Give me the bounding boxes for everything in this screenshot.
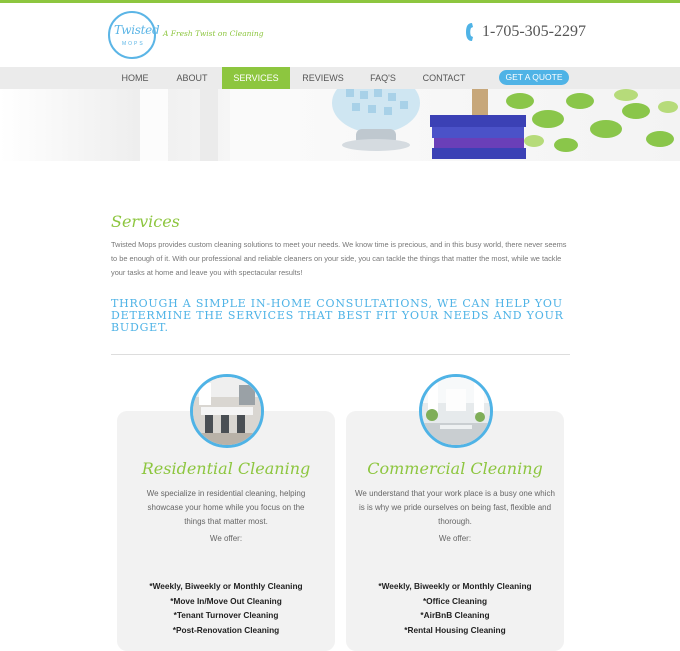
logo-text: Twisted — [114, 23, 160, 37]
nav-item-contact[interactable]: CONTACT — [422, 73, 466, 83]
nav-item-faqs[interactable]: FAQ'S — [370, 73, 396, 83]
logo-subtext: MOPS — [122, 41, 145, 47]
top-accent-bar — [0, 0, 680, 3]
hero-illustration — [0, 89, 680, 161]
list-item: *Office Cleaning — [422, 595, 488, 606]
card-description: We understand that your work place is a busy one which is is why we pride ourselves on being fast, flexible and thorough. — [355, 489, 555, 526]
card-title: Commercial Cleaning — [367, 459, 543, 478]
hero-banner — [0, 89, 680, 161]
list-item: *Move In/Move Out Cleaning — [170, 595, 282, 606]
main-nav — [0, 67, 680, 89]
card-offer-label: We offer: — [438, 534, 472, 543]
nav-item-reviews[interactable]: REVIEWS — [302, 73, 344, 83]
callout-text: THROUGH A SIMPLE IN-HOME CONSULTATIONS, WE CAN HELP YOU DETERMINE THE SERVICES THAT BEST FIT YOUR NEEDS AND YOUR BUDGET. — [111, 297, 564, 334]
intro-paragraph: Twisted Mops provides custom cleaning solutions to meet your needs. We know time is precious, and in this busy world, there never seems to be enough of it. With our professional and reliable cleaners on your side, you can tackle the things that matter the most, while we tackle your tasks at home and leave you with spectacular results! — [111, 240, 567, 277]
phone-number[interactable]: 1-705-305-2297 — [482, 23, 586, 40]
residential-photo — [190, 374, 264, 448]
card-description: We specialize in residential cleaning, helping showcase your home while you focus on the things that matter most. — [146, 489, 306, 526]
list-item: *Rental Housing Cleaning — [404, 624, 506, 635]
nav-item-about[interactable]: ABOUT — [176, 73, 208, 83]
divider — [111, 354, 570, 355]
card-offer-label: We offer: — [209, 534, 243, 543]
service-list — [117, 579, 335, 637]
logo[interactable] — [108, 11, 160, 59]
nav-item-home[interactable]: HOME — [121, 73, 149, 83]
list-item: *Post-Renovation Cleaning — [172, 624, 280, 635]
list-item: *Weekly, Biweekly or Monthly Cleaning — [378, 581, 532, 591]
get-a-quote-button[interactable]: GET A QUOTE — [499, 70, 569, 85]
service-list — [346, 579, 564, 637]
commercial-photo — [419, 374, 493, 448]
tagline: A Fresh Twist on Cleaning — [163, 29, 264, 38]
card-title: Residential Cleaning — [141, 459, 311, 478]
list-item: *Weekly, Biweekly or Monthly Cleaning — [149, 581, 303, 591]
phone-icon — [464, 22, 476, 42]
nav-item-services[interactable]: SERVICES — [222, 67, 290, 89]
list-item: *Tenant Turnover Cleaning — [173, 610, 279, 620]
list-item: *AirBnB Cleaning — [420, 610, 490, 620]
page-title: Services — [111, 212, 180, 231]
